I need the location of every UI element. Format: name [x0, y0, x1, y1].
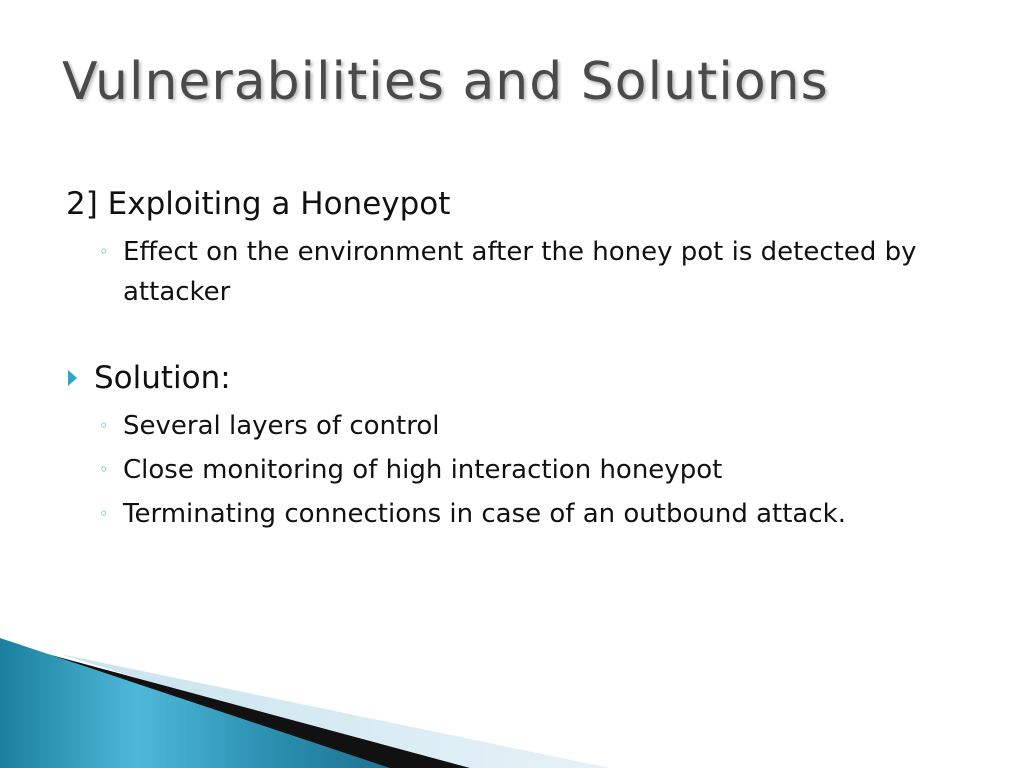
ring-bullet-icon: ◦: [99, 504, 109, 523]
ring-bullet-icon: ◦: [99, 242, 109, 261]
ring-bullet-icon: ◦: [99, 460, 109, 479]
solution-heading-item: [66, 356, 946, 400]
section-heading: 2] Exploiting a Honeypot: [66, 186, 451, 222]
triangle-right-icon: [68, 370, 77, 386]
slide-title: Vulnerabilities and Solutions: [62, 52, 829, 112]
list-item: [66, 406, 946, 446]
list-item-text: Terminating connections in case of an outbound attack.: [123, 499, 846, 529]
list-item: [66, 232, 946, 312]
slide-body: [66, 182, 946, 534]
corner-decoration: [0, 638, 1024, 768]
list-item-text: Close monitoring of high interaction honeypot: [123, 455, 723, 485]
list-item-text: Several layers of control: [123, 411, 440, 441]
list-item: [66, 494, 946, 534]
solution-heading: Solution:: [94, 360, 231, 396]
teal-wedge: [0, 638, 390, 768]
ring-bullet-icon: ◦: [99, 416, 109, 435]
list-item-text: Effect on the environment after the honey pot is detected by attacker: [123, 237, 917, 307]
list-item: [66, 450, 946, 490]
